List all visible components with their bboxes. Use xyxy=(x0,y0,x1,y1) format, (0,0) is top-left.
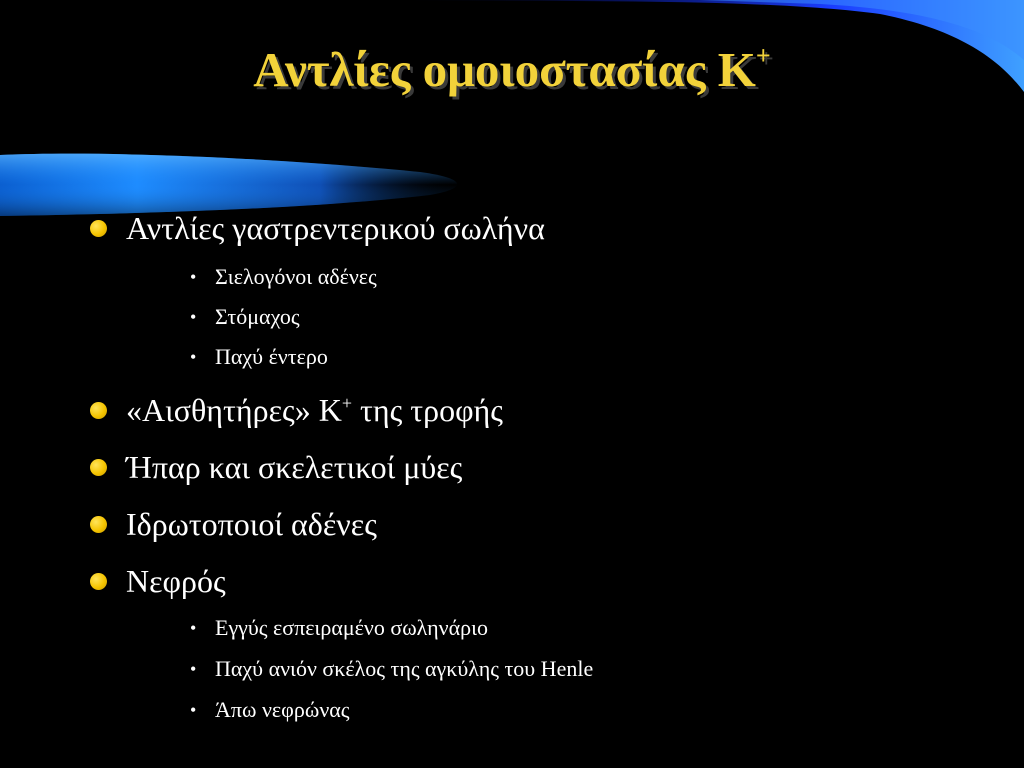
sub-list-item-label: Άπω νεφρώνας xyxy=(215,697,350,722)
list-item-label: Ιδρωτοποιοί αδένες xyxy=(126,506,377,542)
list-item-label: Αντλίες γαστρεντερικού σωλήνα xyxy=(126,210,545,246)
list-item-label-tail: της τροφής xyxy=(351,392,503,428)
sub-bullet-icon: • xyxy=(190,307,197,327)
bullet-dot-icon xyxy=(90,220,107,237)
sub-bullet-icon: • xyxy=(190,267,197,287)
bullet-dot-icon xyxy=(90,573,107,590)
slide-title-superscript: + xyxy=(755,41,771,70)
list-item-label: Ήπαρ και σκελετικοί μύες xyxy=(126,449,463,485)
sub-bullet-icon: • xyxy=(190,618,197,638)
sub-bullet-icon: • xyxy=(190,347,197,367)
sub-bullet-icon: • xyxy=(190,700,197,720)
bullet-dot-icon xyxy=(90,402,107,419)
bullet-dot-icon xyxy=(90,459,107,476)
bullet-dot-icon xyxy=(90,516,107,533)
sub-list-item-label: Σιελογόνοι αδένες xyxy=(215,264,377,289)
sub-bullet-icon: • xyxy=(190,659,197,679)
sub-list-item-label: Παχύ ανιόν σκέλος της αγκύλης του Henle xyxy=(215,656,594,681)
sub-list-item-label: Εγγύς εσπειραμένο σωληνάριο xyxy=(215,615,489,640)
slide-title-text: Αντλίες ομοιοστασίας Κ xyxy=(253,42,756,97)
list-item-label xyxy=(126,390,503,430)
sub-list-item-label: Παχύ έντερο xyxy=(215,344,328,369)
list-item-label-superscript: + xyxy=(341,393,352,413)
list-item-label-main: «Αισθητήρες» Κ xyxy=(126,392,342,428)
list-item-label: Νεφρός xyxy=(126,563,226,599)
sub-list-item-label: Στόμαχος xyxy=(215,304,300,329)
